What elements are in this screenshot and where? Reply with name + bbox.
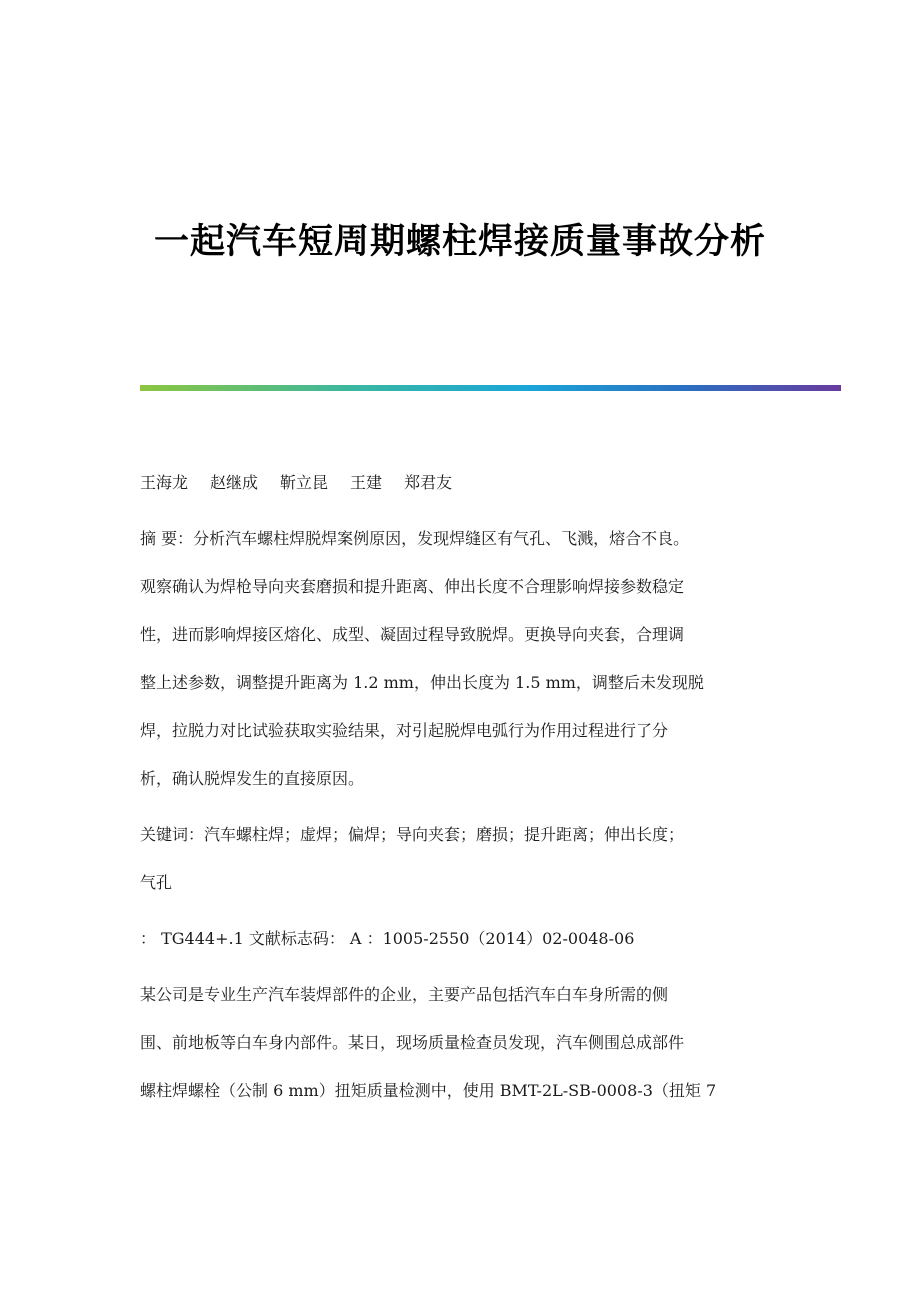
- paper-title: 一起汽车短周期螺柱焊接质量事故分析: [153, 222, 766, 262]
- abstract-line: 析，确认脱焊发生的直接原因。: [140, 769, 365, 788]
- abstract-line: 整上述参数，调整提升距离为 1.2 mm，伸出长度为 1.5 mm，调整后未发现脱: [140, 673, 704, 692]
- author-name: 郑君友: [404, 473, 453, 492]
- body-line: 围、前地板等白车身内部件。某日，现场质量检查员发现，汽车侧围总成部件: [140, 1033, 685, 1052]
- body-line: 螺柱焊螺栓（公制 6 mm）扭矩质量检测中，使用 BMT-2L-SB-0008-3（扭矩 7: [140, 1081, 717, 1100]
- author-name: 赵继成: [210, 473, 259, 492]
- title-divider: [140, 385, 841, 391]
- author-name: 王建: [350, 473, 383, 492]
- author-list: [140, 459, 780, 507]
- author-name: 王海龙: [140, 473, 189, 492]
- classification-info: ： TG444+.1 文献标志码： A ：1005-2550（2014）02-0048-06: [140, 929, 635, 948]
- abstract-line: 焊，拉脱力对比试验获取实验结果，对引起脱焊电弧行为作用过程进行了分: [140, 721, 669, 740]
- abstract-line: 摘 要：分析汽车螺柱焊脱焊案例原因，发现焊缝区有气孔、飞溅，熔合不良。: [140, 529, 690, 548]
- abstract-line: 观察确认为焊枪导向夹套磨损和提升距离、伸出长度不合理影响焊接参数稳定: [140, 577, 685, 596]
- author-name: 靳立昆: [280, 473, 329, 492]
- body-paragraph: [140, 971, 780, 1115]
- keywords-line: 气孔: [140, 873, 173, 892]
- keywords: [140, 811, 780, 907]
- abstract-line: 性，进而影响焊接区熔化、成型、凝固过程导致脱焊。更换导向夹套，合理调: [140, 625, 685, 644]
- body-line: 某公司是专业生产汽车装焊部件的企业，主要产品包括汽车白车身所需的侧: [140, 985, 669, 1004]
- abstract: [140, 515, 780, 803]
- keywords-line: 关键词：汽车螺柱焊；虚焊；偏焊；导向夹套；磨损；提升距离；伸出长度；: [140, 825, 685, 844]
